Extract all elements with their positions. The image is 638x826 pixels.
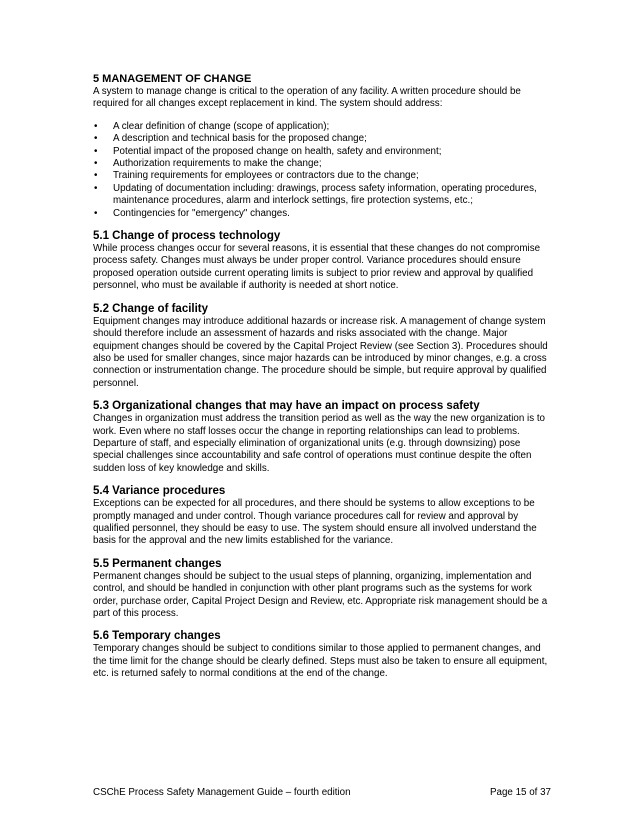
section-heading-permanent-changes: 5.5 Permanent changes — [93, 557, 222, 570]
bullet-icon: • — [94, 170, 98, 182]
section-intro-management-of-change: A system to manage change is critical to the operation of any facility. A written procedure should be required for all changes except replacement in kind. The system should address: — [93, 86, 521, 110]
list-item: • Updating of documentation including: drawings, process safety information, operating procedures, maintenance procedures, alarm and interlock settings, fire protection systems, etc.; — [94, 182, 537, 207]
section-body-permanent-changes: Permanent changes should be subject to the usual steps of planning, organizing, implementation and control, and should be handled in conjunction with other plant programs such as the systems for work order, purchase order, Capital Project Design and Review, etc. Appropriate risk management should be a part of this process. — [93, 570, 548, 619]
list-item: • Authorization requirements to make the change; — [94, 158, 322, 170]
list-item: • A clear definition of change (scope of application); — [94, 120, 330, 132]
section-heading-temporary-changes: 5.6 Temporary changes — [93, 630, 221, 643]
footer-page-number: Page 15 of 37 — [489, 787, 551, 798]
list-item: • Training requirements for employees or contractors due to the change; — [94, 170, 419, 182]
list-item: • Potential impact of the proposed change on health, safety and environment; — [94, 145, 442, 157]
list-item: • Contingencies for "emergency" changes. — [94, 207, 290, 219]
bullet-icon: • — [94, 207, 98, 219]
section-heading-management-of-change: 5 MANAGEMENT OF CHANGE — [93, 73, 252, 85]
section-body-temporary-changes: Temporary changes should be subject to conditions similar to those applied to permanent changes, and the time limit for the change should be clearly defined. Steps must also be taken to ensure all equipment, etc. is returned safely to normal conditions at the end of the change. — [93, 643, 548, 680]
section-heading-organizational-changes: 5.3 Organizational changes that may have an impact on process safety — [93, 400, 480, 413]
bullet-icon: • — [94, 182, 98, 194]
bullet-icon: • — [94, 120, 98, 132]
list-item: • A description and technical basis for the proposed change; — [94, 133, 367, 145]
section-heading-change-of-facility: 5.2 Change of facility — [93, 302, 209, 315]
footer-document-title: CSChE Process Safety Management Guide – fourth edition — [93, 787, 351, 798]
bullet-icon: • — [94, 158, 98, 170]
change-requirements-list — [93, 121, 551, 220]
section-body-change-of-facility: Equipment changes may introduce additional hazards or increase risk. A management of change system should therefore include an assessment of hazards and risks associated with the change. Major equipment changes should be covered by the Capital Project Review (see Section 3). Procedures should also be used for smaller changes, since major hazards can be introduced by minor changes, e.g. a cross connection or instrumentation change. The procedure should be simple, but require approval by qualified personnel. — [93, 315, 548, 389]
section-body-organizational-changes: Changes in organization must address the transition period as well as the way the new organization is to work. Even where no staff losses occur the change in reporting relationships can lead to problems. Departure of staff, and especially elimination of organizational units (e.g. through downsizing) pose special challenges since accountability and safe control of operations must continue despite the often sudden loss of key knowledge and skills. — [93, 413, 546, 474]
section-body-change-of-process-technology: While process changes occur for several reasons, it is essential that these changes do not compromise process safety. Changes must always be under proper control. Variance procedures should ensure proposed operation outside current operating limits is subject to prior review and approval by qualified personnel, who must be available if authority is needed at short notice. — [93, 243, 541, 292]
section-body-variance-procedures: Exceptions can be expected for all procedures, and there should be systems to allow exceptions to be promptly managed and under control. Though variance procedures call for review and approval by qualified personnel, they should be easy to use. The system should ensure all involved understand the basis for the approval and the new limits established for the variance. — [93, 498, 537, 547]
section-heading-variance-procedures: 5.4 Variance procedures — [93, 485, 226, 498]
section-heading-change-of-process-technology: 5.1 Change of process technology — [93, 230, 281, 243]
bullet-icon: • — [94, 145, 98, 157]
bullet-icon: • — [94, 133, 98, 145]
page-content — [93, 72, 551, 681]
